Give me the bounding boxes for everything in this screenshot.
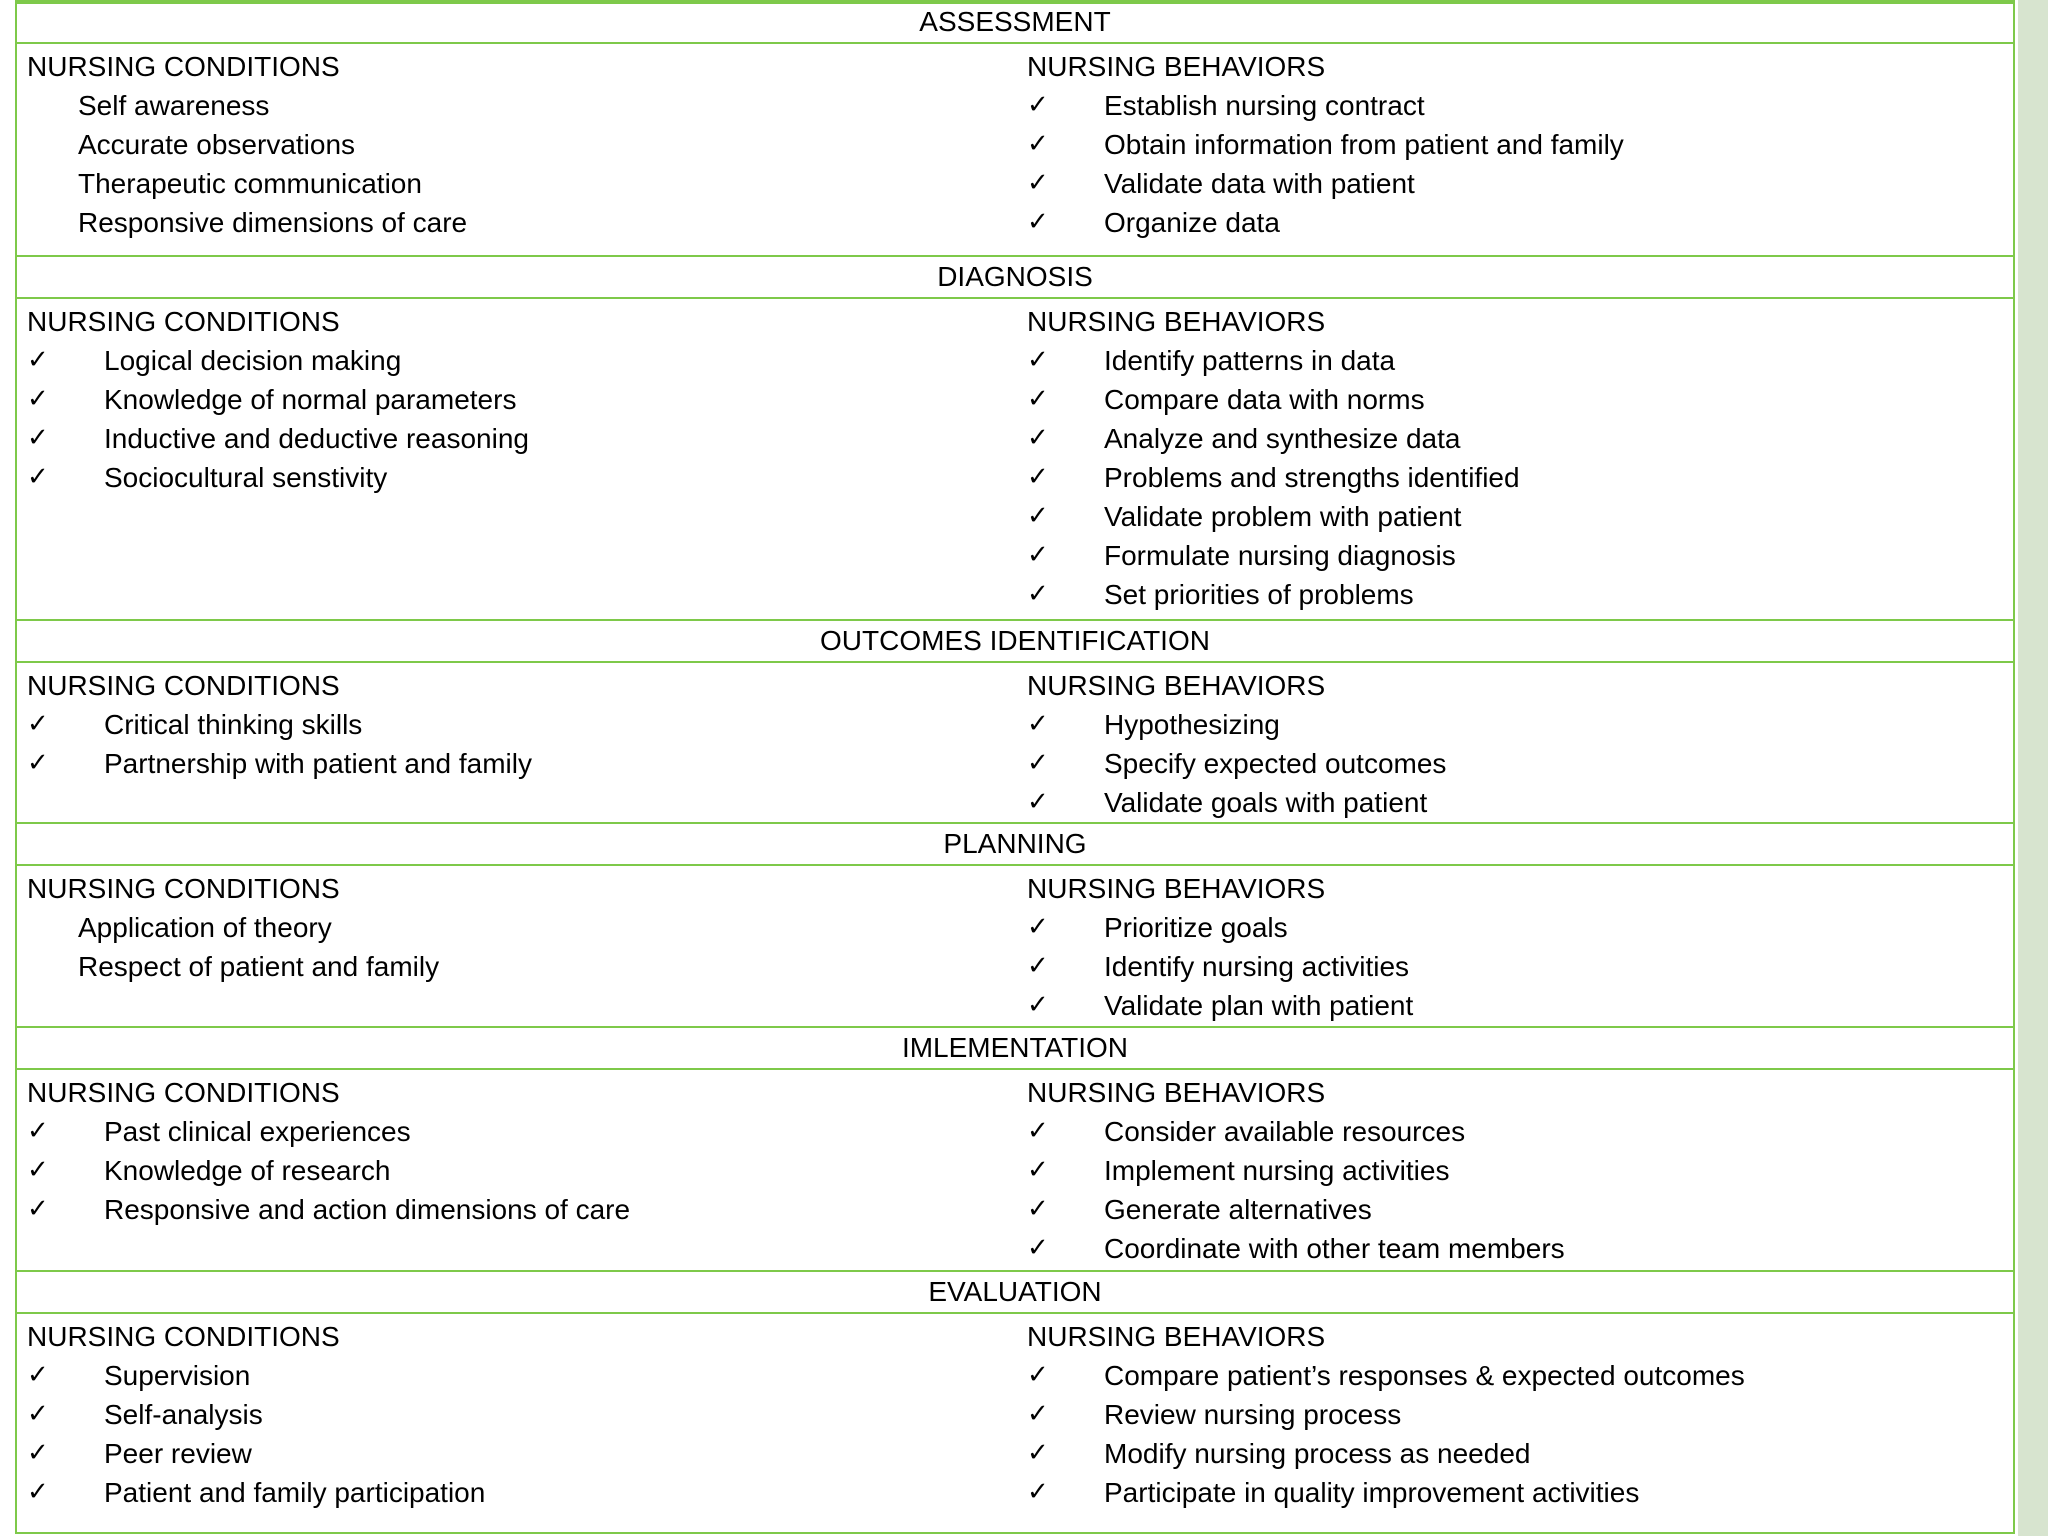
checkmark-icon: ✓ [27, 462, 49, 492]
section-title-diagnosis: DIAGNOSIS [15, 255, 2015, 299]
conditions-label: NURSING CONDITIONS [27, 1321, 340, 1352]
checkmark-icon: ✓ [27, 1399, 49, 1429]
checkmark-icon: ✓ [1027, 207, 1049, 237]
condition-item: ✓ Critical thinking skills [27, 705, 340, 744]
behaviors-column-implementation [1027, 1073, 1565, 1268]
behavior-item: ✓ Consider available resources [1027, 1112, 1325, 1151]
checkmark-icon: ✓ [27, 1477, 49, 1507]
condition-item: ✓ Knowledge of research [27, 1151, 340, 1190]
conditions-label: NURSING CONDITIONS [27, 51, 340, 82]
section-title-outcomes-identification: OUTCOMES IDENTIFICATION [15, 619, 2015, 663]
behavior-item: ✓ Validate plan with patient [1027, 986, 1325, 1025]
behavior-item: ✓ Obtain information from patient and family [1027, 125, 1325, 164]
behavior-item: ✓ Modify nursing process as needed [1027, 1434, 1325, 1473]
behavior-item: ✓ Hypothesizing [1027, 705, 1325, 744]
behavior-item: ✓ Identify patterns in data [1027, 341, 1325, 380]
conditions-label: NURSING CONDITIONS [27, 1077, 340, 1108]
section-title-implementation: IMLEMENTATION [15, 1026, 2015, 1070]
section-title-planning: PLANNING [15, 822, 2015, 866]
checkmark-icon: ✓ [1027, 1155, 1049, 1185]
behavior-item: ✓ Prioritize goals [1027, 908, 1325, 947]
behaviors-label: NURSING BEHAVIORS [1027, 1321, 1326, 1352]
behavior-item: ✓ Establish nursing contract [1027, 86, 1325, 125]
checkmark-icon: ✓ [1027, 951, 1049, 981]
right-edge-strip [2018, 0, 2048, 1536]
behavior-item: ✓ Set priorities of problems [1027, 575, 1325, 614]
condition-item: ✓ Peer review [27, 1434, 340, 1473]
conditions-column-outcomes [27, 666, 532, 783]
checkmark-icon: ✓ [1027, 129, 1049, 159]
checkmark-icon: ✓ [1027, 1477, 1049, 1507]
behavior-item: ✓ Validate goals with patient [1027, 783, 1325, 822]
condition-item: Respect of patient and family [78, 951, 440, 982]
table-bottom-border [15, 1532, 2015, 1534]
behavior-item: ✓ Formulate nursing diagnosis [1027, 536, 1325, 575]
behaviors-column-diagnosis [1027, 302, 1520, 614]
condition-item: Accurate observations [78, 129, 356, 160]
behavior-item: ✓ Identify nursing activities [1027, 947, 1325, 986]
conditions-label: NURSING CONDITIONS [27, 306, 340, 337]
behavior-item: ✓ Analyze and synthesize data [1027, 419, 1325, 458]
condition-item: ✓ Supervision [27, 1356, 340, 1395]
checkmark-icon: ✓ [1027, 1233, 1049, 1263]
behavior-item: ✓ Participate in quality improvement activities [1027, 1473, 1325, 1512]
checkmark-icon: ✓ [1027, 1438, 1049, 1468]
behavior-item: ✓ Coordinate with other team members [1027, 1229, 1325, 1268]
checkmark-icon: ✓ [27, 345, 49, 375]
condition-item: ✓ Responsive and action dimensions of care [27, 1190, 340, 1229]
conditions-column-evaluation [27, 1317, 486, 1512]
checkmark-icon: ✓ [1027, 990, 1049, 1020]
behavior-item: ✓ Specify expected outcomes [1027, 744, 1325, 783]
condition-item: ✓ Self-analysis [27, 1395, 340, 1434]
checkmark-icon: ✓ [1027, 168, 1049, 198]
section-title-evaluation: EVALUATION [15, 1270, 2015, 1314]
checkmark-icon: ✓ [1027, 1116, 1049, 1146]
checkmark-icon: ✓ [1027, 345, 1049, 375]
checkmark-icon: ✓ [1027, 709, 1049, 739]
behaviors-label: NURSING BEHAVIORS [1027, 51, 1326, 82]
condition-item: ✓ Sociocultural senstivity [27, 458, 340, 497]
section-title-assessment: ASSESSMENT [15, 0, 2015, 44]
behaviors-label: NURSING BEHAVIORS [1027, 873, 1326, 904]
conditions-label: NURSING CONDITIONS [27, 873, 340, 904]
conditions-column-assessment [27, 47, 468, 242]
behavior-item: ✓ Review nursing process [1027, 1395, 1325, 1434]
checkmark-icon: ✓ [27, 423, 49, 453]
checkmark-icon: ✓ [1027, 787, 1049, 817]
behaviors-column-outcomes [1027, 666, 1447, 822]
condition-item: Responsive dimensions of care [78, 207, 468, 238]
checkmark-icon: ✓ [1027, 540, 1049, 570]
condition-item: ✓ Inductive and deductive reasoning [27, 419, 340, 458]
behaviors-label: NURSING BEHAVIORS [1027, 306, 1326, 337]
behavior-item: ✓ Generate alternatives [1027, 1190, 1325, 1229]
condition-item: ✓ Partnership with patient and family [27, 744, 340, 783]
checkmark-icon: ✓ [27, 1155, 49, 1185]
behavior-item: ✓ Problems and strengths identified [1027, 458, 1325, 497]
checkmark-icon: ✓ [27, 748, 49, 778]
conditions-label: NURSING CONDITIONS [27, 670, 340, 701]
behaviors-label: NURSING BEHAVIORS [1027, 1077, 1326, 1108]
conditions-column-planning [27, 869, 440, 986]
checkmark-icon: ✓ [1027, 1399, 1049, 1429]
checkmark-icon: ✓ [27, 1438, 49, 1468]
checkmark-icon: ✓ [1027, 501, 1049, 531]
condition-item: ✓ Past clinical experiences [27, 1112, 340, 1151]
condition-item: ✓ Logical decision making [27, 341, 340, 380]
checkmark-icon: ✓ [1027, 1194, 1049, 1224]
behavior-item: ✓ Organize data [1027, 203, 1325, 242]
behavior-item: ✓ Compare data with norms [1027, 380, 1325, 419]
behaviors-column-assessment [1027, 47, 1624, 242]
behavior-item: ✓ Compare patient’s responses & expected outcomes [1027, 1356, 1325, 1395]
behaviors-column-evaluation [1027, 1317, 1745, 1512]
condition-item: ✓ Knowledge of normal parameters [27, 380, 340, 419]
checkmark-icon: ✓ [27, 709, 49, 739]
conditions-column-diagnosis [27, 302, 529, 497]
checkmark-icon: ✓ [27, 384, 49, 414]
behaviors-label: NURSING BEHAVIORS [1027, 670, 1326, 701]
checkmark-icon: ✓ [27, 1194, 49, 1224]
checkmark-icon: ✓ [1027, 579, 1049, 609]
checkmark-icon: ✓ [27, 1360, 49, 1390]
checkmark-icon: ✓ [1027, 384, 1049, 414]
condition-item: ✓ Patient and family participation [27, 1473, 340, 1512]
conditions-column-implementation [27, 1073, 631, 1229]
checkmark-icon: ✓ [1027, 462, 1049, 492]
checkmark-icon: ✓ [1027, 748, 1049, 778]
condition-item: Therapeutic communication [78, 168, 422, 199]
behavior-item: ✓ Validate data with patient [1027, 164, 1325, 203]
checkmark-icon: ✓ [1027, 423, 1049, 453]
condition-item: Self awareness [78, 90, 270, 121]
checkmark-icon: ✓ [1027, 90, 1049, 120]
behavior-item: ✓ Implement nursing activities [1027, 1151, 1325, 1190]
checkmark-icon: ✓ [1027, 912, 1049, 942]
checkmark-icon: ✓ [27, 1116, 49, 1146]
condition-item: Application of theory [78, 912, 332, 943]
behaviors-column-planning [1027, 869, 1414, 1025]
checkmark-icon: ✓ [1027, 1360, 1049, 1390]
behavior-item: ✓ Validate problem with patient [1027, 497, 1325, 536]
